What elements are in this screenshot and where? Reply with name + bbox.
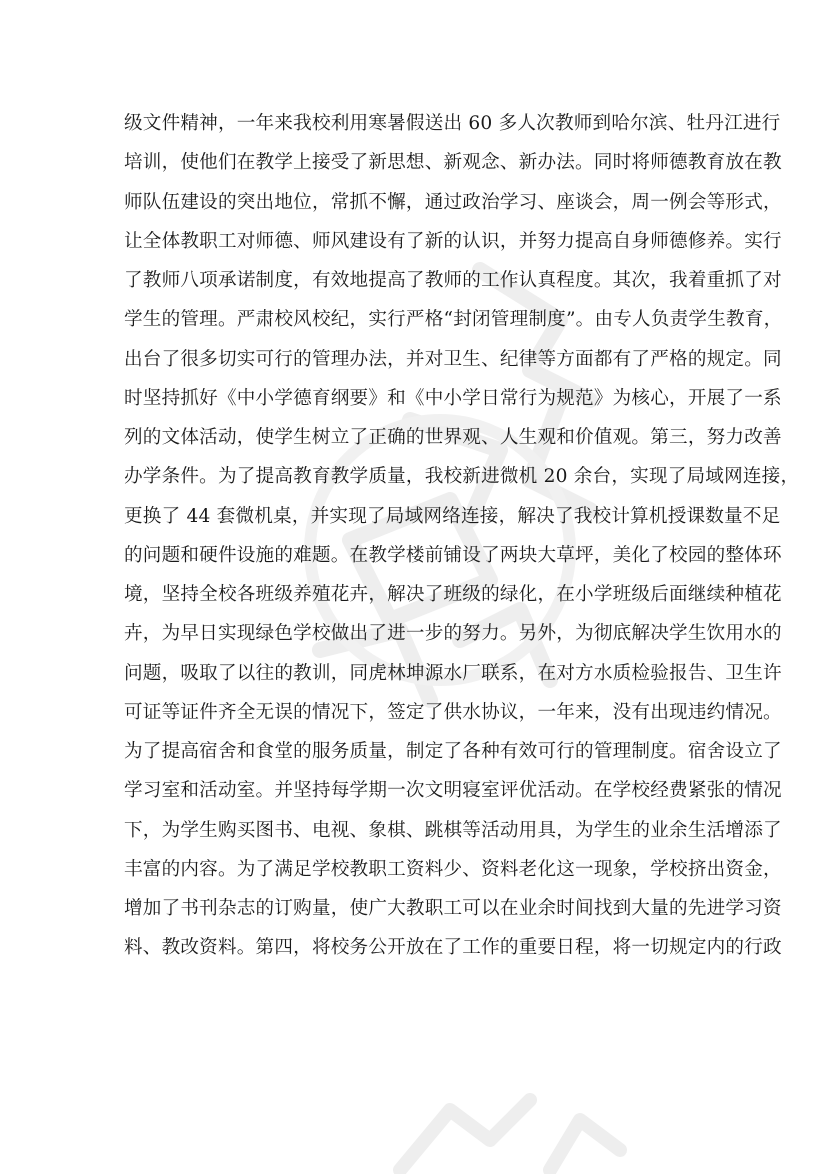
text-line: 增加了书刊杂志的订购量，使广大教职工可以在业余时间找到大量的先进学习资 — [124, 898, 782, 919]
text-line: 更换了 44 套微机桌，并实现了局域网络连接，解决了我校计算机授课数量不足 — [124, 505, 781, 527]
text-line: 学生的管理。严肃校风校纪，实行严格“封闭管理制度”。由专人负责学生教育， — [124, 309, 783, 331]
text-line: 问题，吸取了以往的教训，同虎林坤源水厂联系，在对方水质检验报告、卫生许 — [124, 662, 782, 684]
text-line: 了教师八项承诺制度，有效地提高了教师的工作认真程度。其次，我着重抓了对 — [124, 270, 782, 291]
text-line: 卉，为早日实现绿色学校做出了进一步的努力。另外，为彻底解决学生饮用水的 — [124, 623, 782, 645]
text-line: 下，为学生购买图书、电视、象棋、跳棋等活动用具，为学生的业余生活增添了 — [124, 819, 782, 841]
text-line: 的问题和硬件设施的难题。在教学楼前铺设了两块大草坪，美化了校园的整体环 — [124, 544, 782, 566]
text-line: 境，坚持全校各班级养殖花卉，解决了班级的绿化，在小学班级后面继续种植花 — [124, 584, 782, 605]
text-line: 师队伍建设的突出地位，常抓不懈，通过政治学习、座谈会，周一例会等形式， — [124, 191, 782, 213]
text-line: 级文件精神，一年来我校利用寒暑假送出 60 多人次教师到哈尔滨、牡丹江进行 — [124, 113, 781, 134]
body-text — [124, 104, 800, 968]
text-line: 可证等证件齐全无误的情况下，签定了供水协议，一年来，没有出现违约情况。 — [124, 701, 782, 723]
text-line: 让全体教职工对师德、师风建设有了新的认识，并努力提高自身师德修养。实行 — [124, 230, 782, 252]
text-line: 培训，使他们在教学上接受了新思想、新观念、新办法。同时将师德教育放在教 — [124, 152, 782, 174]
text-line: 丰富的内容。为了满足学校教职工资料少、资料老化这一现象，学校挤出资金， — [124, 858, 782, 880]
text-line: 为了提高宿舍和食堂的服务质量，制定了各种有效可行的管理制度。宿舍设立了 — [124, 741, 782, 762]
text-line: 时坚持抓好《中小学德育纲要》和《中小学日常行为规范》为核心，开展了一系 — [124, 387, 782, 409]
text-line: 学习室和活动室。并坚持每学期一次文明寝室评优活动。在学校经费紧张的情况 — [124, 780, 782, 802]
watermark-graphic-bottom — [380, 1080, 640, 1174]
text-line: 办学条件。为了提高教育教学质量，我校新进微机 20 余台，实现了局域网连接， — [124, 466, 800, 488]
text-line: 料、教改资料。第四，将校务公开放在了工作的重要日程，将一切规定内的行政 — [124, 937, 782, 959]
text-line: 列的文体活动，使学生树立了正确的世界观、人生观和价值观。第三，努力改善 — [124, 427, 782, 448]
text-line: 出台了很多切实可行的管理办法，并对卫生、纪律等方面都有了严格的规定。同 — [124, 348, 782, 370]
